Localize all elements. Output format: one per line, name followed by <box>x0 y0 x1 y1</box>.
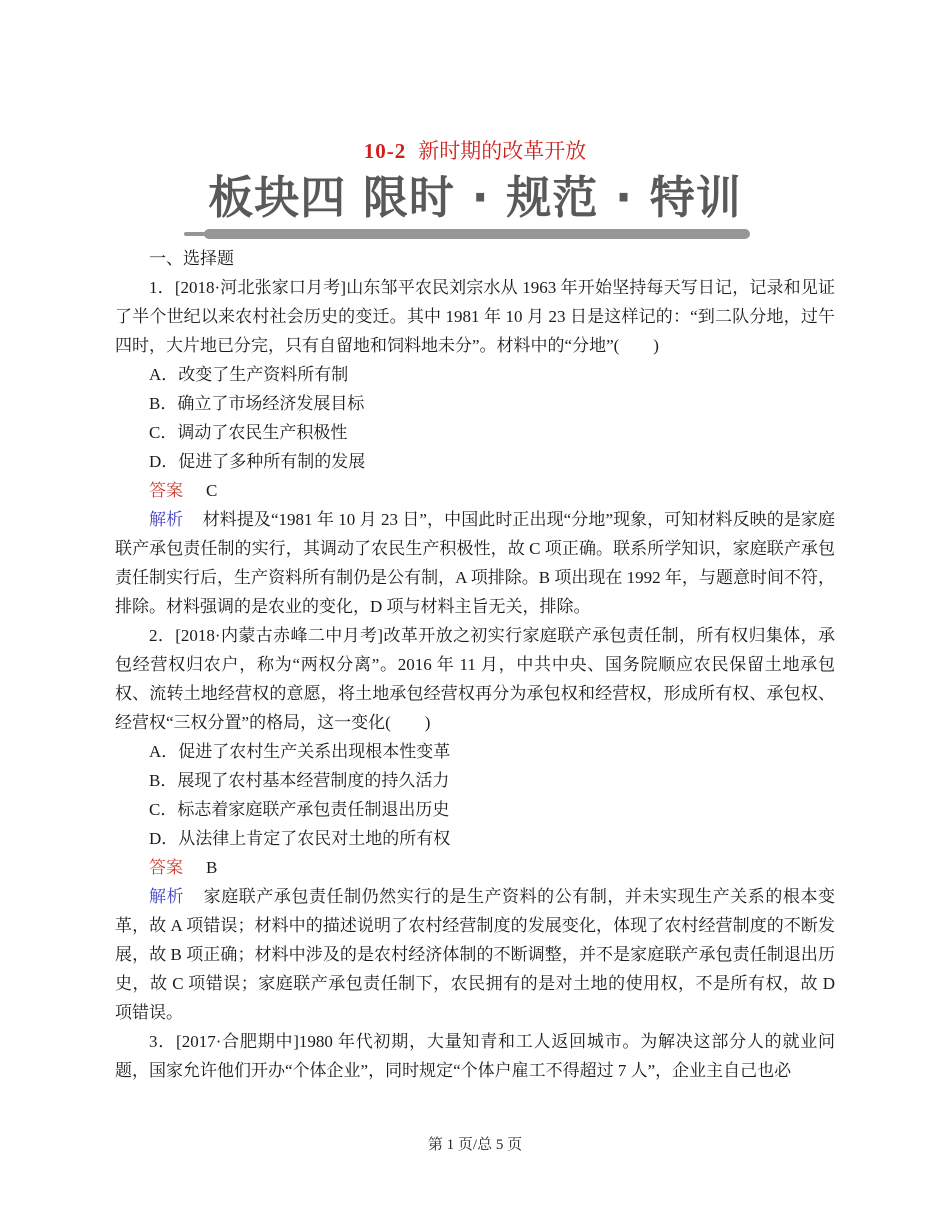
option-row: B．展现了农村基本经营制度的持久活力 <box>149 771 450 790</box>
question-stem: 1．[2018·河北张家口月考]山东邹平农民刘宗水从 1963 年开始坚持每天写日记，记录和见证了半个世纪以来农村社会历史的变迁。其中 1981 年 10 月 23 日是这样记的：“到二队分地，过午四时，大片地已分完，只有自留地和饲料地未分”。材料中的“分地”( ) <box>115 278 835 355</box>
question-block-2 <box>115 621 835 1027</box>
doc-title-text: 新时期的改革开放 <box>418 139 587 163</box>
banner-underline <box>204 229 750 239</box>
analysis-row <box>115 882 835 1027</box>
option-row: A．促进了农村生产关系出现根本性变革 <box>149 742 451 761</box>
question-stem: 2．[2018·内蒙古赤峰二中月考]改革开放之初实行家庭联产承包责任制，所有权归集体，承包经营权归农户，称为“两权分离”。2016 年 11 月，中共中央、国务院顺应农民保留土地承包权、流转土地经营权的意愿，将土地承包经营权再分为承包权和经营权，形成所有权、承包权、经营权“三权分置”的格局，这一变化( ) <box>115 626 835 732</box>
question-block-3 <box>115 1027 835 1085</box>
analysis-label: 解析 <box>149 887 185 906</box>
answer-value: C <box>205 481 218 500</box>
analysis-label: 解析 <box>149 510 184 529</box>
analysis-text: 家庭联产承包责任制仍然实行的是生产资料的公有制，并未实现生产关系的根本变革，故 A 项错误；材料中的描述说明了农村经营制度的发展变化，体现了农村经营制度的不断发展，故 B 项正确；材料中涉及的是农村经济体制的不断调整，并不是家庭联产承包责任制退出历史，故 C 项错误；家庭联产承包责任制下，农民拥有的是对土地的使用权，不是所有权，故 D 项错误。 <box>115 887 836 1022</box>
page-number: 第 1 页/总 5 页 <box>427 1137 523 1153</box>
question-stem: 3．[2017·合肥期中]1980 年代初期，大量知青和工人返回城市。为解决这部分人的就业问题，国家允许他们开办“个体企业”，同时规定“个体户雇工不得超过 7 人”，企业主自己也必 <box>115 1032 835 1080</box>
option-row: B．确立了市场经济发展目标 <box>149 394 365 413</box>
option-row: C．标志着家庭联产承包责任制退出历史 <box>149 800 450 819</box>
page-footer <box>0 1133 950 1157</box>
answer-row <box>115 476 835 505</box>
doc-title <box>0 137 950 165</box>
answer-label: 答案 <box>149 481 183 500</box>
option-row: D．促进了多种所有制的发展 <box>149 452 366 471</box>
answer-label: 答案 <box>149 858 183 877</box>
answer-row <box>115 853 835 882</box>
analysis-row <box>115 505 835 621</box>
option-row: D．从法律上肯定了农民对土地的所有权 <box>149 829 451 848</box>
document-body <box>115 244 835 1085</box>
analysis-text: 材料提及“1981 年 10 月 23 日”，中国此时正出现“分地”现象，可知材料反映的是家庭联产承包责任制的实行，其调动了农民生产积极性，故 C 项正确。联系所学知识，家庭联产承包责任制实行后，生产资料所有制仍是公有制，A 项排除。B 项出现在 1992 年，与题意时间不符，排除。材料强调的是农业的变化，D 项与材料主旨无关，排除。 <box>115 510 835 616</box>
section-heading: 一、选择题 <box>149 249 234 268</box>
answer-value: B <box>205 858 218 877</box>
question-block-1 <box>115 273 835 621</box>
option-row: A．改变了生产资料所有制 <box>149 365 349 384</box>
banner-headline: 板块四 限时 · 规范 · 特训 <box>208 171 742 224</box>
option-row: C．调动了农民生产积极性 <box>149 423 348 442</box>
doc-title-number: 10-2 <box>363 139 407 163</box>
